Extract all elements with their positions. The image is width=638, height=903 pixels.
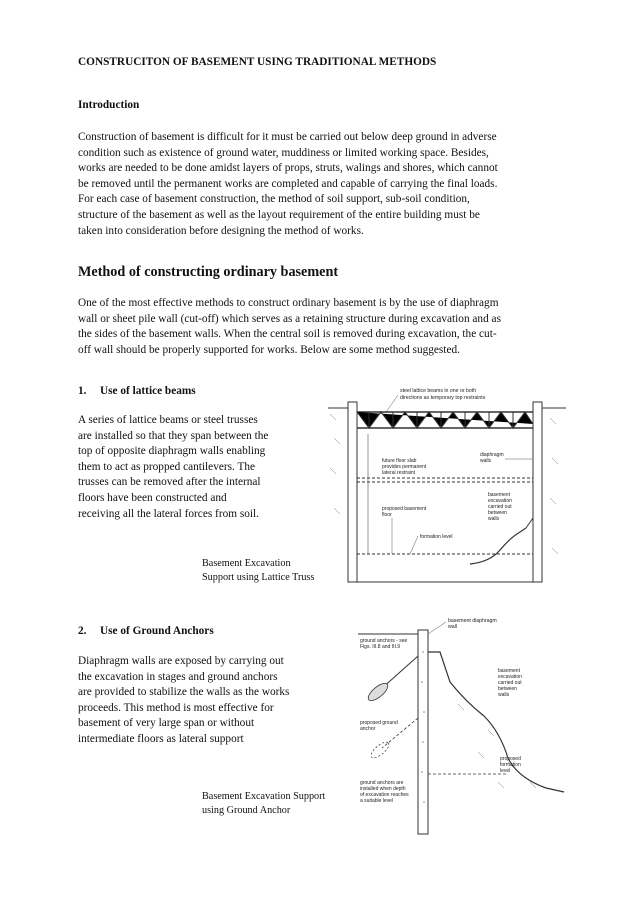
intro-line: taken into consideration before designing the method of works. <box>78 224 364 237</box>
method-line: off wall should be properly supported for works. Below are some method suggested. <box>78 343 460 356</box>
section2-line: the excavation in stages and ground anchors <box>78 670 278 683</box>
figure1-label-top: steel lattice beams in one or both <box>400 388 477 394</box>
figure1-label-excavation: between <box>488 510 507 516</box>
figure1-caption-line: Basement Excavation <box>202 558 291 569</box>
figure2-label-excavation: walls <box>498 692 510 698</box>
section1-line: receiving all the lateral forces from soil. <box>78 507 259 520</box>
intro-line: be removed until the permanent works are completed and capable of carrying the final loads. <box>78 177 498 190</box>
section2-line: are provided to stabilize the walls as the works <box>78 686 290 699</box>
section1-heading <box>78 385 196 397</box>
intro-line: Construction of basement is difficult for it must be carried out below deep ground in adverse <box>78 131 497 143</box>
figure1-label-floor: floor <box>382 512 392 518</box>
figure1-label-excavation: walls <box>488 516 500 522</box>
section2-number: 2. <box>78 625 87 637</box>
figure2-caption-line: using Ground Anchor <box>202 805 291 816</box>
figure1-caption-line: Support using Lattice Truss <box>202 572 315 583</box>
figure2-label-excavation: carried out <box>498 680 522 686</box>
figure1-caption <box>202 557 314 585</box>
method-heading: Method of constructing ordinary basement <box>78 264 339 280</box>
intro-line: structure of the basement as well as the layout requirement of the entire building must be <box>78 208 480 221</box>
intro-heading: Introduction <box>78 99 140 111</box>
figure1-label-slab: future floor slab <box>382 458 417 464</box>
figure2-caption-line: Basement Excavation Support <box>202 791 326 802</box>
section1-line: are installed so that they span between the <box>78 429 269 442</box>
lattice-truss-figure <box>320 378 570 596</box>
figure1-label-wall: diaphragm <box>480 452 504 458</box>
figure2-label-formation: proposed <box>500 756 521 762</box>
method-line: wall or sheet pile wall (cut-off) which serves as a retaining structure during excavation and as <box>78 312 501 325</box>
figure1-label-excavation: excavation <box>488 498 512 504</box>
intro-paragraph <box>78 130 568 239</box>
intro-line: works are needed to be done amidst layers of props, struts, walings and shores, which cannot <box>78 162 498 175</box>
figure1-label-slab: lateral restraint <box>382 470 416 476</box>
figure2-label-installed: a suitable level <box>360 798 394 804</box>
figure1-label-excavation: basement <box>488 492 510 498</box>
figure1-label-top: directions as temporary top restraints <box>400 395 486 401</box>
figure2-label-formation: formation <box>500 762 521 768</box>
document-title: CONSTRUCITON OF BASEMENT USING TRADITIONAL METHODS <box>78 56 437 68</box>
figure2-label-excavation: excavation <box>498 674 522 680</box>
figure1-label-formation: formation level <box>420 534 453 540</box>
section2-line: Diaphragm walls are exposed by carrying out <box>78 655 284 667</box>
method-line: the sides of the basement walls. When the central soil is removed during excavation, the cut- <box>78 328 497 341</box>
section1-line: floors have been constructed and <box>78 491 227 504</box>
figure1-label-floor: proposed basement <box>382 506 427 512</box>
section2-heading <box>78 625 214 637</box>
figure2-label-installed: installed when depth <box>360 786 406 792</box>
section1-line: A series of lattice beams or steel trusses <box>78 414 258 426</box>
figure1-label-wall: walls <box>480 458 492 464</box>
intro-line: condition such as existence of ground water, muddiness or limited working space. Besides, <box>78 146 489 159</box>
figure1-label-excavation: carried out <box>488 504 512 510</box>
figure2-label-anchors: Figs. III.8 and III.9 <box>360 644 401 650</box>
figure2-label-proposed-anchor: anchor <box>360 726 376 732</box>
figure1-label-slab: provides permanent <box>382 464 427 470</box>
section2-line: intermediate floors as lateral support <box>78 732 244 745</box>
section1-line: them to act as propped cantilevers. The <box>78 460 256 473</box>
section1-line: top of opposite diaphragm walls enabling <box>78 445 266 458</box>
section2-line: proceeds. This method is most effective for <box>78 701 274 714</box>
section1-title: Use of lattice beams <box>100 385 196 397</box>
figure2-label-installed: ground anchors are <box>360 780 404 786</box>
figure2-label-wall: wall <box>448 624 457 630</box>
figure2-label-anchors: ground anchors - see <box>360 638 408 644</box>
figure2-label-excavation: basement <box>498 668 520 674</box>
figure2-label-wall: basement diaphragm <box>448 618 497 624</box>
ground-anchor-figure <box>358 612 568 840</box>
figure2-label-formation: level <box>500 768 511 774</box>
figure2-label-excavation: between <box>498 686 517 692</box>
section2-title: Use of Ground Anchors <box>100 625 214 637</box>
method-paragraph <box>78 296 568 358</box>
section2-paragraph <box>78 654 289 748</box>
section1-line: trusses can be removed after the internal <box>78 476 261 489</box>
figure2-caption <box>202 790 325 818</box>
section1-paragraph <box>78 413 268 522</box>
method-line: One of the most effective methods to construct ordinary basement is by the use of diaphragm <box>78 297 499 309</box>
section1-number: 1. <box>78 385 87 397</box>
figure2-label-proposed-anchor: proposed ground <box>360 720 398 726</box>
figure2-label-installed: of excavation reaches <box>360 792 409 798</box>
intro-line: For each case of basement construction, the method of soil support, sub-soil condition, <box>78 193 470 206</box>
section2-line: basement of very large span or without <box>78 717 255 730</box>
